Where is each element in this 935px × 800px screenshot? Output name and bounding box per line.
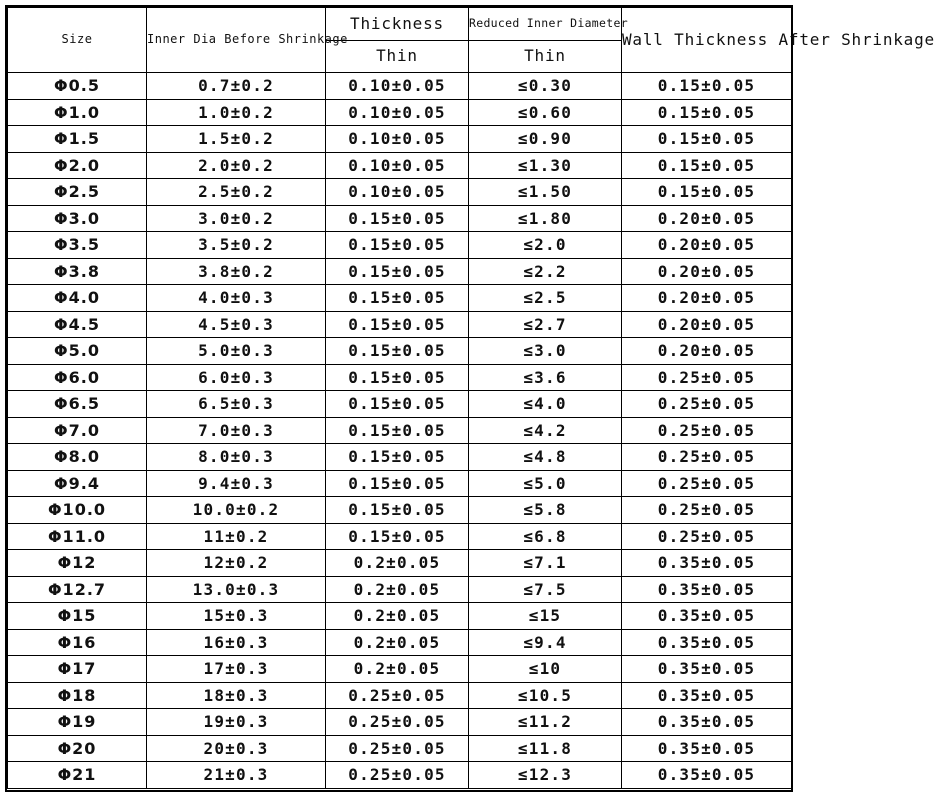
inner-dia-cell: 13.0±0.3 (147, 576, 326, 603)
size-cell: Φ0.5 (8, 73, 147, 100)
thickness-cell: 0.15±0.05 (326, 338, 469, 365)
inner-dia-cell: 2.5±0.2 (147, 179, 326, 206)
table-row (8, 126, 792, 153)
reduced-inner-cell: ≤2.2 (469, 258, 622, 285)
inner-dia-cell: 7.0±0.3 (147, 417, 326, 444)
wall-thickness-cell: 0.25±0.05 (622, 364, 792, 391)
wall-thickness-cell: 0.20±0.05 (622, 338, 792, 365)
header-thickness-thin: Thin (326, 41, 469, 73)
thickness-cell: 0.2±0.05 (326, 550, 469, 577)
table-row (8, 99, 792, 126)
table-row (8, 762, 792, 789)
inner-dia-cell: 20±0.3 (147, 735, 326, 762)
reduced-inner-cell: ≤9.4 (469, 629, 622, 656)
reduced-inner-cell: ≤5.0 (469, 470, 622, 497)
wall-thickness-cell: 0.20±0.05 (622, 311, 792, 338)
header-wall-thickness-after-shrinkage: Wall Thickness After Shrinkage (622, 8, 792, 73)
thickness-cell: 0.10±0.05 (326, 126, 469, 153)
wall-thickness-cell: 0.35±0.05 (622, 550, 792, 577)
thickness-cell: 0.15±0.05 (326, 497, 469, 524)
size-cell: Φ15 (8, 603, 147, 630)
wall-thickness-cell: 0.20±0.05 (622, 205, 792, 232)
reduced-inner-cell: ≤7.5 (469, 576, 622, 603)
table-row (8, 417, 792, 444)
inner-dia-cell: 4.0±0.3 (147, 285, 326, 312)
thickness-cell: 0.2±0.05 (326, 656, 469, 683)
reduced-inner-cell: ≤2.5 (469, 285, 622, 312)
thickness-cell: 0.15±0.05 (326, 391, 469, 418)
table-body (8, 73, 792, 789)
size-cell: Φ21 (8, 762, 147, 789)
header-inner-dia-before-shrinkage: Inner Dia Before Shrinkage (147, 8, 326, 73)
size-cell: Φ3.0 (8, 205, 147, 232)
size-cell: Φ10.0 (8, 497, 147, 524)
thickness-cell: 0.15±0.05 (326, 232, 469, 259)
table-row (8, 258, 792, 285)
thickness-cell: 0.2±0.05 (326, 576, 469, 603)
wall-thickness-cell: 0.25±0.05 (622, 444, 792, 471)
table-header (8, 8, 935, 73)
wall-thickness-cell: 0.15±0.05 (622, 152, 792, 179)
reduced-inner-cell: ≤4.0 (469, 391, 622, 418)
table-row (8, 735, 792, 762)
inner-dia-cell: 8.0±0.3 (147, 444, 326, 471)
inner-dia-cell: 15±0.3 (147, 603, 326, 630)
size-cell: Φ6.5 (8, 391, 147, 418)
table-row (8, 523, 792, 550)
table-row (8, 470, 792, 497)
thickness-cell: 0.15±0.05 (326, 205, 469, 232)
inner-dia-cell: 9.4±0.3 (147, 470, 326, 497)
thickness-cell: 0.10±0.05 (326, 99, 469, 126)
table-row (8, 709, 792, 736)
reduced-inner-cell: ≤3.6 (469, 364, 622, 391)
table-row (8, 550, 792, 577)
wall-thickness-cell: 0.15±0.05 (622, 126, 792, 153)
inner-dia-cell: 6.5±0.3 (147, 391, 326, 418)
table-row (8, 285, 792, 312)
table-row (8, 338, 792, 365)
size-cell: Φ1.0 (8, 99, 147, 126)
header-reduced-inner-thin: Thin (469, 41, 622, 73)
reduced-inner-cell: ≤11.2 (469, 709, 622, 736)
wall-thickness-cell: 0.20±0.05 (622, 232, 792, 259)
thickness-cell: 0.15±0.05 (326, 364, 469, 391)
table-row (8, 205, 792, 232)
wall-thickness-cell: 0.35±0.05 (622, 735, 792, 762)
header-size: Size (8, 8, 147, 73)
thickness-cell: 0.15±0.05 (326, 523, 469, 550)
header-reduced-inner-diameter: Reduced Inner Diameter (469, 8, 622, 41)
inner-dia-cell: 12±0.2 (147, 550, 326, 577)
size-cell: Φ7.0 (8, 417, 147, 444)
inner-dia-cell: 11±0.2 (147, 523, 326, 550)
size-cell: Φ2.5 (8, 179, 147, 206)
reduced-inner-cell: ≤1.80 (469, 205, 622, 232)
thickness-cell: 0.15±0.05 (326, 258, 469, 285)
thickness-cell: 0.25±0.05 (326, 735, 469, 762)
size-cell: Φ12 (8, 550, 147, 577)
reduced-inner-cell: ≤15 (469, 603, 622, 630)
size-cell: Φ6.0 (8, 364, 147, 391)
size-cell: Φ3.8 (8, 258, 147, 285)
thickness-cell: 0.25±0.05 (326, 709, 469, 736)
inner-dia-cell: 2.0±0.2 (147, 152, 326, 179)
inner-dia-cell: 1.5±0.2 (147, 126, 326, 153)
table-row (8, 179, 792, 206)
size-cell: Φ12.7 (8, 576, 147, 603)
wall-thickness-cell: 0.35±0.05 (622, 709, 792, 736)
size-cell: Φ11.0 (8, 523, 147, 550)
reduced-inner-cell: ≤10 (469, 656, 622, 683)
wall-thickness-cell: 0.15±0.05 (622, 73, 792, 100)
inner-dia-cell: 3.0±0.2 (147, 205, 326, 232)
size-cell: Φ17 (8, 656, 147, 683)
wall-thickness-cell: 0.15±0.05 (622, 179, 792, 206)
reduced-inner-cell: ≤0.90 (469, 126, 622, 153)
inner-dia-cell: 10.0±0.2 (147, 497, 326, 524)
inner-dia-cell: 21±0.3 (147, 762, 326, 789)
inner-dia-cell: 5.0±0.3 (147, 338, 326, 365)
reduced-inner-cell: ≤4.2 (469, 417, 622, 444)
inner-dia-cell: 3.8±0.2 (147, 258, 326, 285)
table-row (8, 497, 792, 524)
thickness-cell: 0.10±0.05 (326, 179, 469, 206)
table-row (8, 682, 792, 709)
thickness-cell: 0.25±0.05 (326, 682, 469, 709)
header-thickness: Thickness (326, 8, 469, 41)
size-cell: Φ2.0 (8, 152, 147, 179)
wall-thickness-cell: 0.25±0.05 (622, 497, 792, 524)
inner-dia-cell: 18±0.3 (147, 682, 326, 709)
table-row (8, 656, 792, 683)
reduced-inner-cell: ≤11.8 (469, 735, 622, 762)
wall-thickness-cell: 0.25±0.05 (622, 523, 792, 550)
thickness-cell: 0.25±0.05 (326, 762, 469, 789)
reduced-inner-cell: ≤12.3 (469, 762, 622, 789)
reduced-inner-cell: ≤4.8 (469, 444, 622, 471)
wall-thickness-cell: 0.20±0.05 (622, 285, 792, 312)
inner-dia-cell: 16±0.3 (147, 629, 326, 656)
reduced-inner-cell: ≤6.8 (469, 523, 622, 550)
wall-thickness-cell: 0.35±0.05 (622, 629, 792, 656)
size-cell: Φ16 (8, 629, 147, 656)
inner-dia-cell: 19±0.3 (147, 709, 326, 736)
inner-dia-cell: 4.5±0.3 (147, 311, 326, 338)
thickness-cell: 0.10±0.05 (326, 73, 469, 100)
table-row (8, 603, 792, 630)
table-row (8, 444, 792, 471)
table-row (8, 391, 792, 418)
reduced-inner-cell: ≤1.30 (469, 152, 622, 179)
size-cell: Φ3.5 (8, 232, 147, 259)
inner-dia-cell: 17±0.3 (147, 656, 326, 683)
reduced-inner-cell: ≤2.0 (469, 232, 622, 259)
shrink-tube-spec-table (7, 7, 935, 789)
thickness-cell: 0.15±0.05 (326, 444, 469, 471)
table-row (8, 629, 792, 656)
thickness-cell: 0.15±0.05 (326, 417, 469, 444)
wall-thickness-cell: 0.35±0.05 (622, 682, 792, 709)
reduced-inner-cell: ≤10.5 (469, 682, 622, 709)
reduced-inner-cell: ≤0.30 (469, 73, 622, 100)
wall-thickness-cell: 0.35±0.05 (622, 656, 792, 683)
thickness-cell: 0.15±0.05 (326, 311, 469, 338)
inner-dia-cell: 6.0±0.3 (147, 364, 326, 391)
wall-thickness-cell: 0.25±0.05 (622, 391, 792, 418)
reduced-inner-cell: ≤3.0 (469, 338, 622, 365)
wall-thickness-cell: 0.35±0.05 (622, 603, 792, 630)
table-row (8, 364, 792, 391)
table-row (8, 311, 792, 338)
reduced-inner-cell: ≤1.50 (469, 179, 622, 206)
reduced-inner-cell: ≤7.1 (469, 550, 622, 577)
size-cell: Φ4.5 (8, 311, 147, 338)
wall-thickness-cell: 0.15±0.05 (622, 99, 792, 126)
table-row (8, 152, 792, 179)
wall-thickness-cell: 0.25±0.05 (622, 470, 792, 497)
size-cell: Φ18 (8, 682, 147, 709)
reduced-inner-cell: ≤0.60 (469, 99, 622, 126)
inner-dia-cell: 3.5±0.2 (147, 232, 326, 259)
thickness-cell: 0.15±0.05 (326, 470, 469, 497)
table-row (8, 232, 792, 259)
wall-thickness-cell: 0.20±0.05 (622, 258, 792, 285)
table-row (8, 576, 792, 603)
size-cell: Φ1.5 (8, 126, 147, 153)
inner-dia-cell: 0.7±0.2 (147, 73, 326, 100)
reduced-inner-cell: ≤5.8 (469, 497, 622, 524)
thickness-cell: 0.2±0.05 (326, 603, 469, 630)
size-cell: Φ5.0 (8, 338, 147, 365)
reduced-inner-cell: ≤2.7 (469, 311, 622, 338)
size-cell: Φ20 (8, 735, 147, 762)
spec-sheet (5, 5, 935, 792)
wall-thickness-cell: 0.35±0.05 (622, 576, 792, 603)
table-row (8, 73, 792, 100)
thickness-cell: 0.15±0.05 (326, 285, 469, 312)
thickness-cell: 0.10±0.05 (326, 152, 469, 179)
size-cell: Φ8.0 (8, 444, 147, 471)
thickness-cell: 0.2±0.05 (326, 629, 469, 656)
size-cell: Φ9.4 (8, 470, 147, 497)
size-cell: Φ4.0 (8, 285, 147, 312)
size-cell: Φ19 (8, 709, 147, 736)
wall-thickness-cell: 0.35±0.05 (622, 762, 792, 789)
inner-dia-cell: 1.0±0.2 (147, 99, 326, 126)
wall-thickness-cell: 0.25±0.05 (622, 417, 792, 444)
